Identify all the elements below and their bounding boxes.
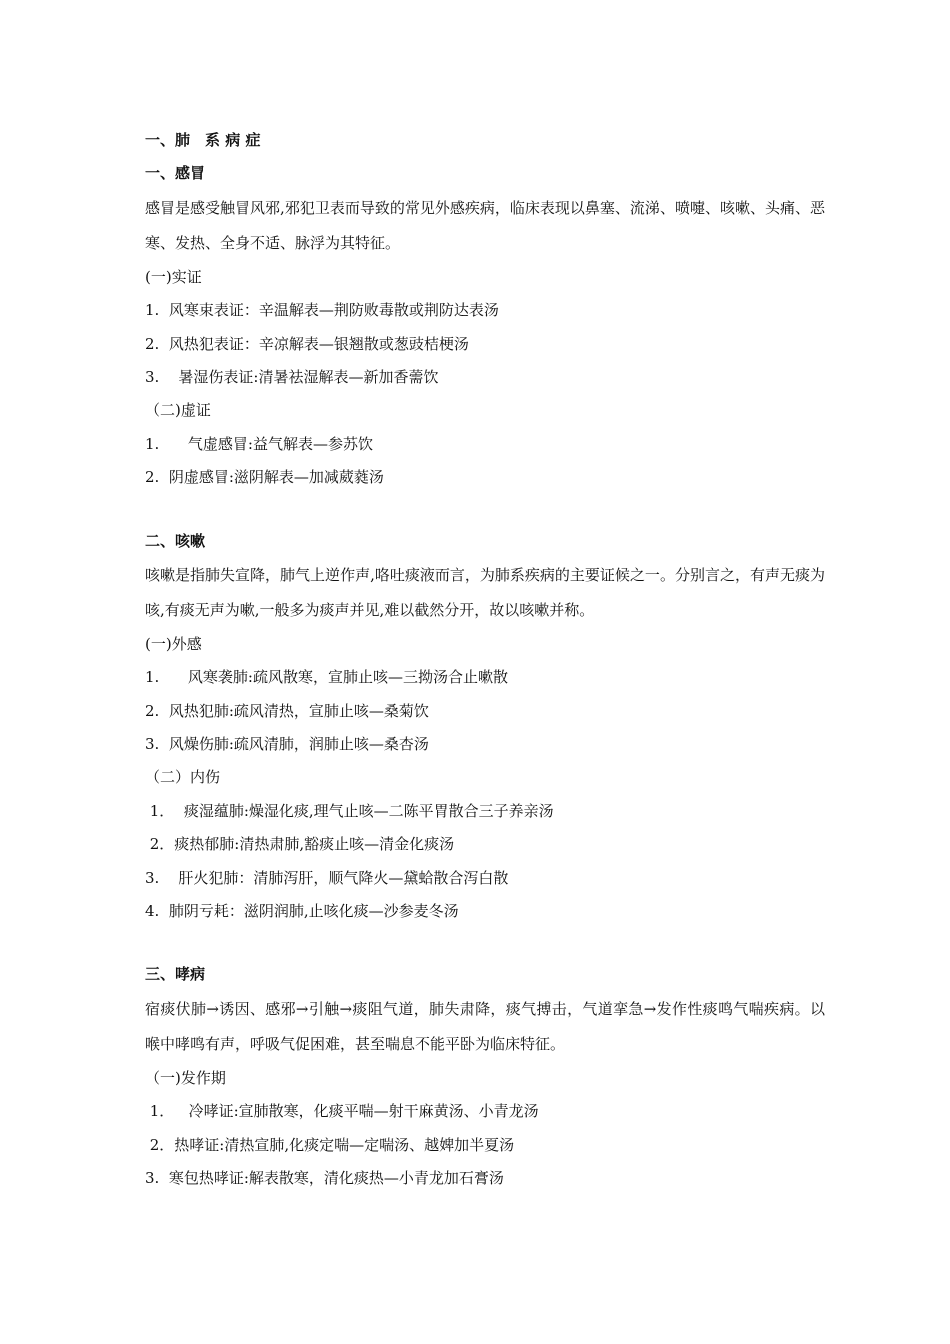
section-kesou <box>145 525 825 929</box>
document-title: 一、肺 系 病 症 <box>145 131 261 149</box>
list-item: 1. 风寒袭肺:疏风散寒，宣肺止咳—三拗汤合止嗽散 <box>145 668 508 687</box>
list-item: 3. 寒包热哮证:解表散寒，清化痰热—小青龙加石膏汤 <box>145 1168 504 1187</box>
section-intro: 宿痰伏肺→诱因、感邪→引触→痰阻气道，肺失肃降，痰气搏击，气道挛急→发作性痰鸣气喘疾病。以喉中哮鸣有声，呼吸气促困难，甚至喘息不能平卧为临床特征。 <box>145 999 825 1053</box>
list-item: 2．痰热郁肺:清热肃肺,豁痰止咳—清金化痰汤 <box>145 835 455 854</box>
section-intro: 咳嗽是指肺失宣降，肺气上逆作声,咯吐痰液而言，为肺系疾病的主要证候之一。分别言之，有声无痰为咳,有痰无声为嗽,一般多为痰声并见,难以截然分开，故以咳嗽并称。 <box>145 565 825 619</box>
group-label: (一)实证 <box>145 267 202 286</box>
group-label: （二）内伤 <box>145 768 221 787</box>
list-item: 2. 风热犯表证：辛凉解表—银翘散或葱豉桔梗汤 <box>145 334 469 353</box>
list-item: 2．热哮证:清热宣肺,化痰定喘—定喘汤、越婢加半夏汤 <box>145 1135 515 1154</box>
section-heading: 三、哮病 <box>145 965 206 984</box>
list-item: 3. 肝火犯肺：清肺泻肝，顺气降火—黛蛤散合泻白散 <box>145 868 509 887</box>
list-item: 2. 阴虚感冒:滋阴解表—加减葳蕤汤 <box>145 468 384 487</box>
section-heading: 一、感冒 <box>145 164 206 183</box>
section-ganmao <box>145 157 825 494</box>
list-item: 1. 风寒束表证：辛温解表—荆防败毒散或荆防达表汤 <box>145 301 499 320</box>
group-label: （一)发作期 <box>145 1068 226 1087</box>
section-intro: 感冒是感受触冒风邪,邪犯卫表而导致的常见外感疾病，临床表现以鼻塞、流涕、喷嚏、咳嗽、头痛、恶寒、发热、全身不适、脉浮为其特征。 <box>145 198 825 252</box>
list-item: 3. 风燥伤肺:疏风清肺，润肺止咳—桑杏汤 <box>145 735 429 754</box>
group-label: （二)虚证 <box>145 401 211 420</box>
section-spacer <box>145 495 825 525</box>
list-item: 4. 肺阴亏耗：滋阴润肺,止咳化痰—沙参麦冬汤 <box>145 902 459 921</box>
list-item: 1． 冷哮证:宣肺散寒，化痰平喘—射干麻黄汤、小青龙汤 <box>145 1102 539 1121</box>
list-item: 1． 痰湿蕴肺:燥湿化痰,理气止咳—二陈平胃散合三子养亲汤 <box>145 801 554 820</box>
document-content <box>145 124 825 1195</box>
group-label: (一)外感 <box>145 634 202 653</box>
list-item: 1. 气虚感冒:益气解表—参苏饮 <box>145 434 373 453</box>
section-heading: 二、咳嗽 <box>145 531 206 550</box>
section-xiaobing <box>145 958 825 1195</box>
list-item: 3. 暑湿伤表证:清暑祛湿解表—新加香薷饮 <box>145 367 439 386</box>
list-item: 2. 风热犯肺:疏风清热，宣肺止咳—桑菊饮 <box>145 701 429 720</box>
section-spacer <box>145 928 825 958</box>
